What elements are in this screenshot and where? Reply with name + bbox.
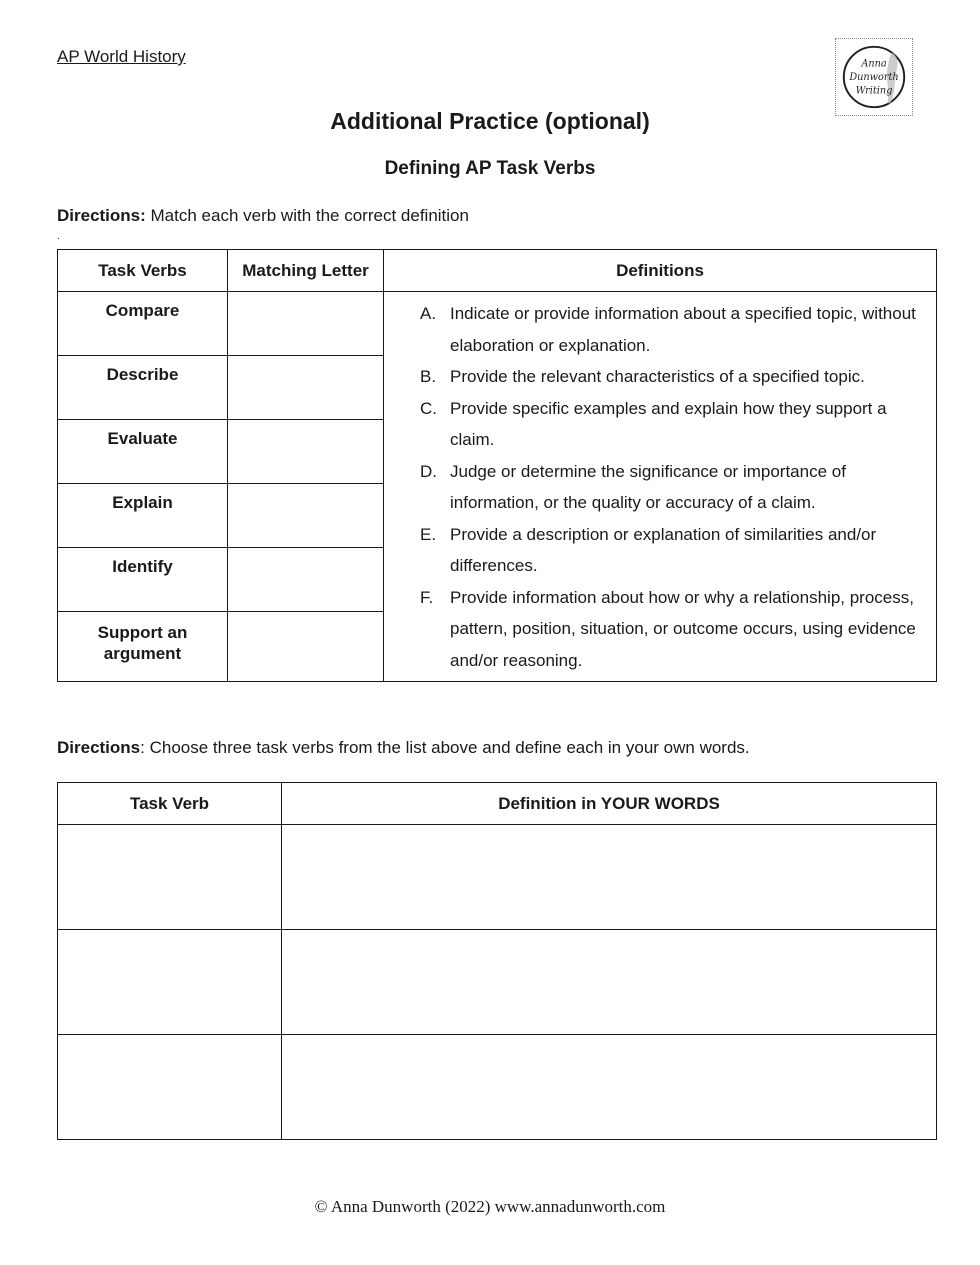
header-task-verbs: Task Verbs bbox=[58, 250, 228, 292]
matching-letter-cell[interactable] bbox=[228, 356, 384, 420]
matching-letter-cell[interactable] bbox=[228, 292, 384, 356]
task-verb-entry-cell[interactable] bbox=[58, 825, 282, 930]
definition-text: Provide specific examples and explain how they support a claim. bbox=[450, 398, 887, 449]
list-item bbox=[420, 519, 926, 582]
definition-text: Provide a description or explanation of similarities and/or differences. bbox=[450, 524, 877, 575]
verb-cell: Evaluate bbox=[58, 420, 228, 484]
stray-mark: . bbox=[57, 231, 60, 242]
directions-label: Directions: bbox=[57, 206, 146, 225]
table-row bbox=[58, 930, 937, 1035]
directions-text: : Choose three task verbs from the list above and define each in your own words. bbox=[140, 738, 750, 757]
table-row bbox=[58, 1035, 937, 1140]
directions-text: Match each verb with the correct definition bbox=[145, 206, 469, 225]
definitions-cell bbox=[384, 292, 937, 682]
logo-line-2: Dunworth bbox=[849, 71, 899, 83]
verb-cell: Explain bbox=[58, 484, 228, 548]
verb-cell bbox=[58, 612, 228, 682]
own-words-table bbox=[57, 782, 937, 1140]
definition-text: Provide the relevant characteristics of a specified topic. bbox=[450, 367, 865, 386]
copyright-footer: © Anna Dunworth (2022) www.annadunworth.com bbox=[314, 1197, 666, 1216]
definition-letter: E. bbox=[420, 524, 437, 544]
definition-entry-cell[interactable] bbox=[282, 825, 937, 930]
list-item bbox=[420, 361, 926, 393]
verb-cell-text: Support an argument bbox=[97, 623, 188, 663]
definition-letter: D. bbox=[420, 461, 437, 481]
task-verb-entry-cell[interactable] bbox=[58, 930, 282, 1035]
course-name: AP World History bbox=[57, 47, 186, 66]
definition-letter: C. bbox=[420, 398, 437, 418]
matching-letter-cell[interactable] bbox=[228, 420, 384, 484]
table-row bbox=[58, 825, 937, 930]
matching-table bbox=[57, 249, 937, 682]
matching-letter-cell[interactable] bbox=[228, 548, 384, 612]
definition-letter: F. bbox=[420, 587, 434, 607]
definition-text: Indicate or provide information about a specified topic, without elaboration or explanation. bbox=[450, 304, 916, 355]
matching-header-row bbox=[58, 250, 937, 292]
logo-seal-icon bbox=[836, 39, 912, 115]
definition-entry-cell[interactable] bbox=[282, 930, 937, 1035]
task-verb-entry-cell[interactable] bbox=[58, 1035, 282, 1140]
page-subtitle: Defining AP Task Verbs bbox=[384, 158, 596, 179]
matching-letter-cell[interactable] bbox=[228, 484, 384, 548]
list-item bbox=[420, 393, 926, 456]
verb-cell: Identify bbox=[58, 548, 228, 612]
definition-text: Provide information about how or why a relationship, process, pattern, position, situation, or outcome occurs, using evidence and/or reasoning. bbox=[450, 587, 916, 670]
list-item bbox=[420, 456, 926, 519]
matching-letter-cell[interactable] bbox=[228, 612, 384, 682]
own-words-header-row bbox=[58, 783, 937, 825]
definition-letter: B. bbox=[420, 367, 437, 386]
verb-cell: Describe bbox=[58, 356, 228, 420]
definitions-list bbox=[420, 298, 926, 676]
header-matching-letter: Matching Letter bbox=[228, 250, 384, 292]
header-definition-own-words: Definition in YOUR WORDS bbox=[282, 783, 937, 825]
page-title: Additional Practice (optional) bbox=[330, 108, 650, 134]
definition-letter: A. bbox=[420, 304, 437, 323]
logo-line-1: Anna bbox=[861, 58, 887, 70]
directions-match bbox=[57, 206, 469, 226]
list-item bbox=[420, 582, 926, 677]
header-task-verb: Task Verb bbox=[58, 783, 282, 825]
definition-entry-cell[interactable] bbox=[282, 1035, 937, 1140]
verb-cell: Compare bbox=[58, 292, 228, 356]
header-definitions: Definitions bbox=[384, 250, 937, 292]
brand-logo bbox=[835, 38, 913, 116]
directions-label: Directions bbox=[57, 738, 141, 757]
logo-line-3: Writing bbox=[855, 85, 893, 97]
table-row bbox=[58, 292, 937, 356]
directions-own-words bbox=[57, 738, 750, 758]
list-item bbox=[420, 298, 926, 361]
definition-text: Judge or determine the significance or importance of information, or the quality or accuracy of a claim. bbox=[450, 461, 846, 512]
